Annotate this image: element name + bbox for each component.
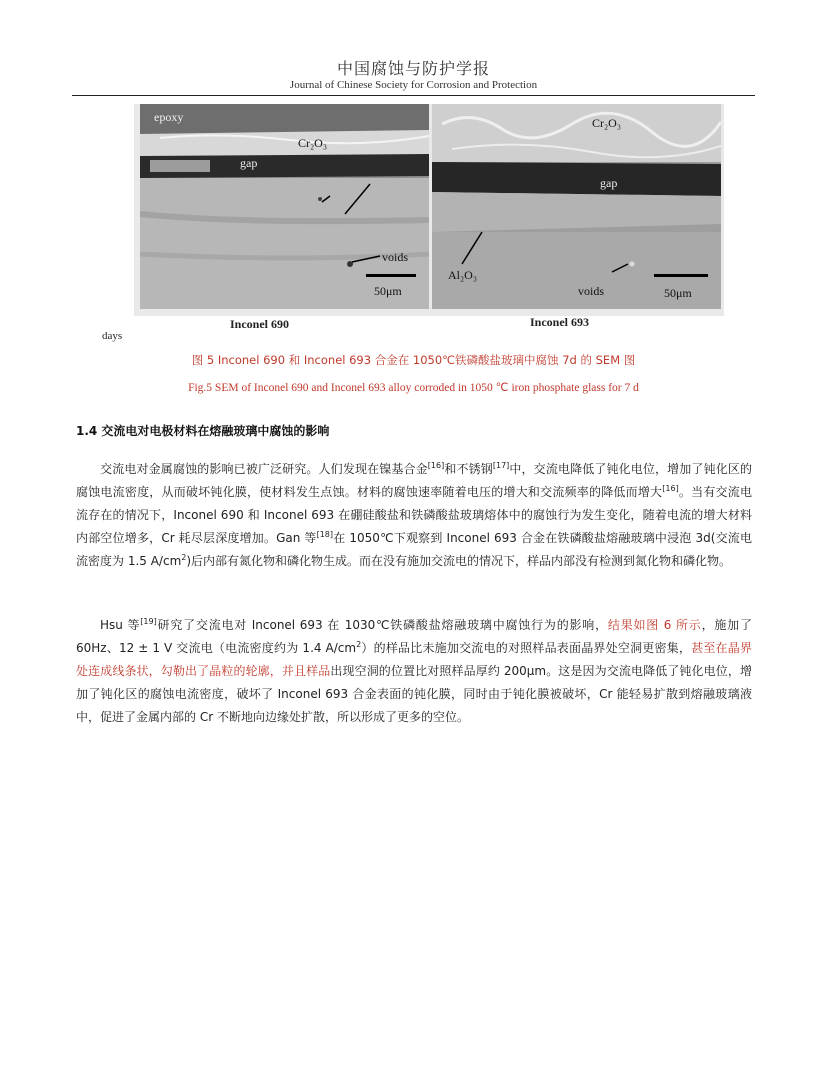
sem-image-inconel-693: [432, 104, 721, 309]
scale-label-right: 50μm: [664, 286, 692, 300]
citation-19: [19]: [140, 617, 157, 626]
paragraph-1-text-b: 和不锈钢: [444, 462, 493, 476]
label-cr2o3-left: Cr₂O₃: [298, 136, 328, 150]
paragraph-2-text-d: ）的样品比未施加交流电的对照样品表面晶界处空洞更密集，: [361, 641, 692, 655]
paragraph-1: [76, 458, 752, 573]
journal-title-en: Journal of Chinese Society for Corrosion and Protection: [289, 79, 538, 91]
label-cr2o3-right: Cr₂O₃: [592, 116, 622, 130]
paragraph-2: [76, 614, 752, 729]
label-al2o3: Al₂O₃: [448, 268, 478, 282]
stray-text: days: [102, 330, 123, 342]
paragraph-1-text-e: 在 1050℃下观察到 Inconel 693 合金在铁磷酸盐熔融玻璃中浸泡 3d(交流电流密度为 1.5 A/cm: [76, 531, 752, 568]
header-divider: [72, 95, 755, 96]
scale-bar-left: [366, 274, 416, 277]
scale-bar-right: [654, 274, 708, 277]
superscript-2: 2: [181, 553, 187, 562]
citation-16: [16]: [427, 461, 445, 470]
paragraph-2-text-e: 出现空洞的位置比对照样品厚约 200μm。这是因为交流电降低了钝化电位，增加了钝化区的腐蚀电流密度，破坏了 Inconel 693 合金表面的钝化膜，同时由于钝化膜被破坏，Cr 能轻易扩散到熔融玻璃液中，促进了金属内部的 Cr 不断地向边缘处扩散，所以形成了更多的空位。: [76, 664, 752, 724]
section-heading: 1.4 交流电对电极材料在熔融玻璃中腐蚀的影响: [76, 424, 330, 438]
label-voids-right: voids: [578, 284, 605, 298]
paragraph-2-text-c: ，施加了 60Hz、12 ± 1 V 交流电（电流密度约为 1.4 A/cm: [76, 618, 752, 655]
label-gap-right: gap: [600, 176, 618, 190]
scale-label-left: 50μm: [374, 284, 402, 298]
paragraph-2-text-b: 研究了交流电对 Inconel 693 在 1030℃铁磷酸盐熔融玻璃中腐蚀行为的影响，: [156, 618, 608, 632]
subfigure-caption-693: Inconel 693: [530, 315, 590, 329]
sem-image-inconel-690: [140, 104, 429, 309]
figure-caption-cn: 图 5 Inconel 690 和 Inconel 693 合金在 1050℃铁磷酸盐玻璃中腐蚀 7d 的 SEM 图: [191, 353, 636, 367]
sem-micrograph-690: [140, 104, 429, 309]
paragraph-1-text-d: 。当有交流电流存在的情况下，Inconel 690 和 Inconel 693 在硼硅酸盐和铁磷酸盐玻璃熔体中的腐蚀行为发生变化，随着电流的增大材料内部空位增多，Cr 耗尽层深度增加。Gan 等: [76, 485, 752, 545]
citation-16b: [16]: [662, 484, 679, 493]
superscript-2-b: 2: [356, 640, 362, 649]
citation-18: [18]: [316, 530, 334, 539]
label-epoxy: epoxy: [154, 110, 184, 124]
paragraph-1-text-c: 中，交流电降低了钝化电位，增加了钝化区的腐蚀电流密度，从而破坏钝化膜，使材料发生点蚀。材料的腐蚀速率随着电压的增大和交流频率的降低而增大: [76, 462, 752, 499]
paragraph-1-text-f: )后内部有氮化物和磷化物生成。而在没有施加交流电的情况下，样品内部没有检测到氮化物和磷化物。: [186, 554, 732, 568]
highlight-fig6-ref: 结果如图 6 所示: [607, 618, 702, 632]
subfigure-caption-690: Inconel 690: [230, 317, 290, 331]
label-gap-left: gap: [240, 156, 258, 170]
label-voids-left: voids: [382, 250, 409, 264]
highlight-grain-boundary: 甚至在晶界处连成线条状，勾勒出了晶粒的轮廓，并且样品: [76, 641, 752, 678]
paragraph-2-text-a: Hsu 等: [100, 618, 141, 632]
paragraph-1-text-a: 交流电对金属腐蚀的影响已被广泛研究。人们发现在镍基合金: [100, 462, 428, 476]
figure-caption-en: Fig.5 SEM of Inconel 690 and Inconel 693 alloy corroded in 1050 ℃ iron phosphate glass for 7 d: [188, 382, 639, 394]
sem-figure: [134, 104, 724, 331]
citation-17: [17]: [492, 461, 510, 470]
journal-title-cn: 中国腐蚀与防护学报: [336, 59, 490, 78]
